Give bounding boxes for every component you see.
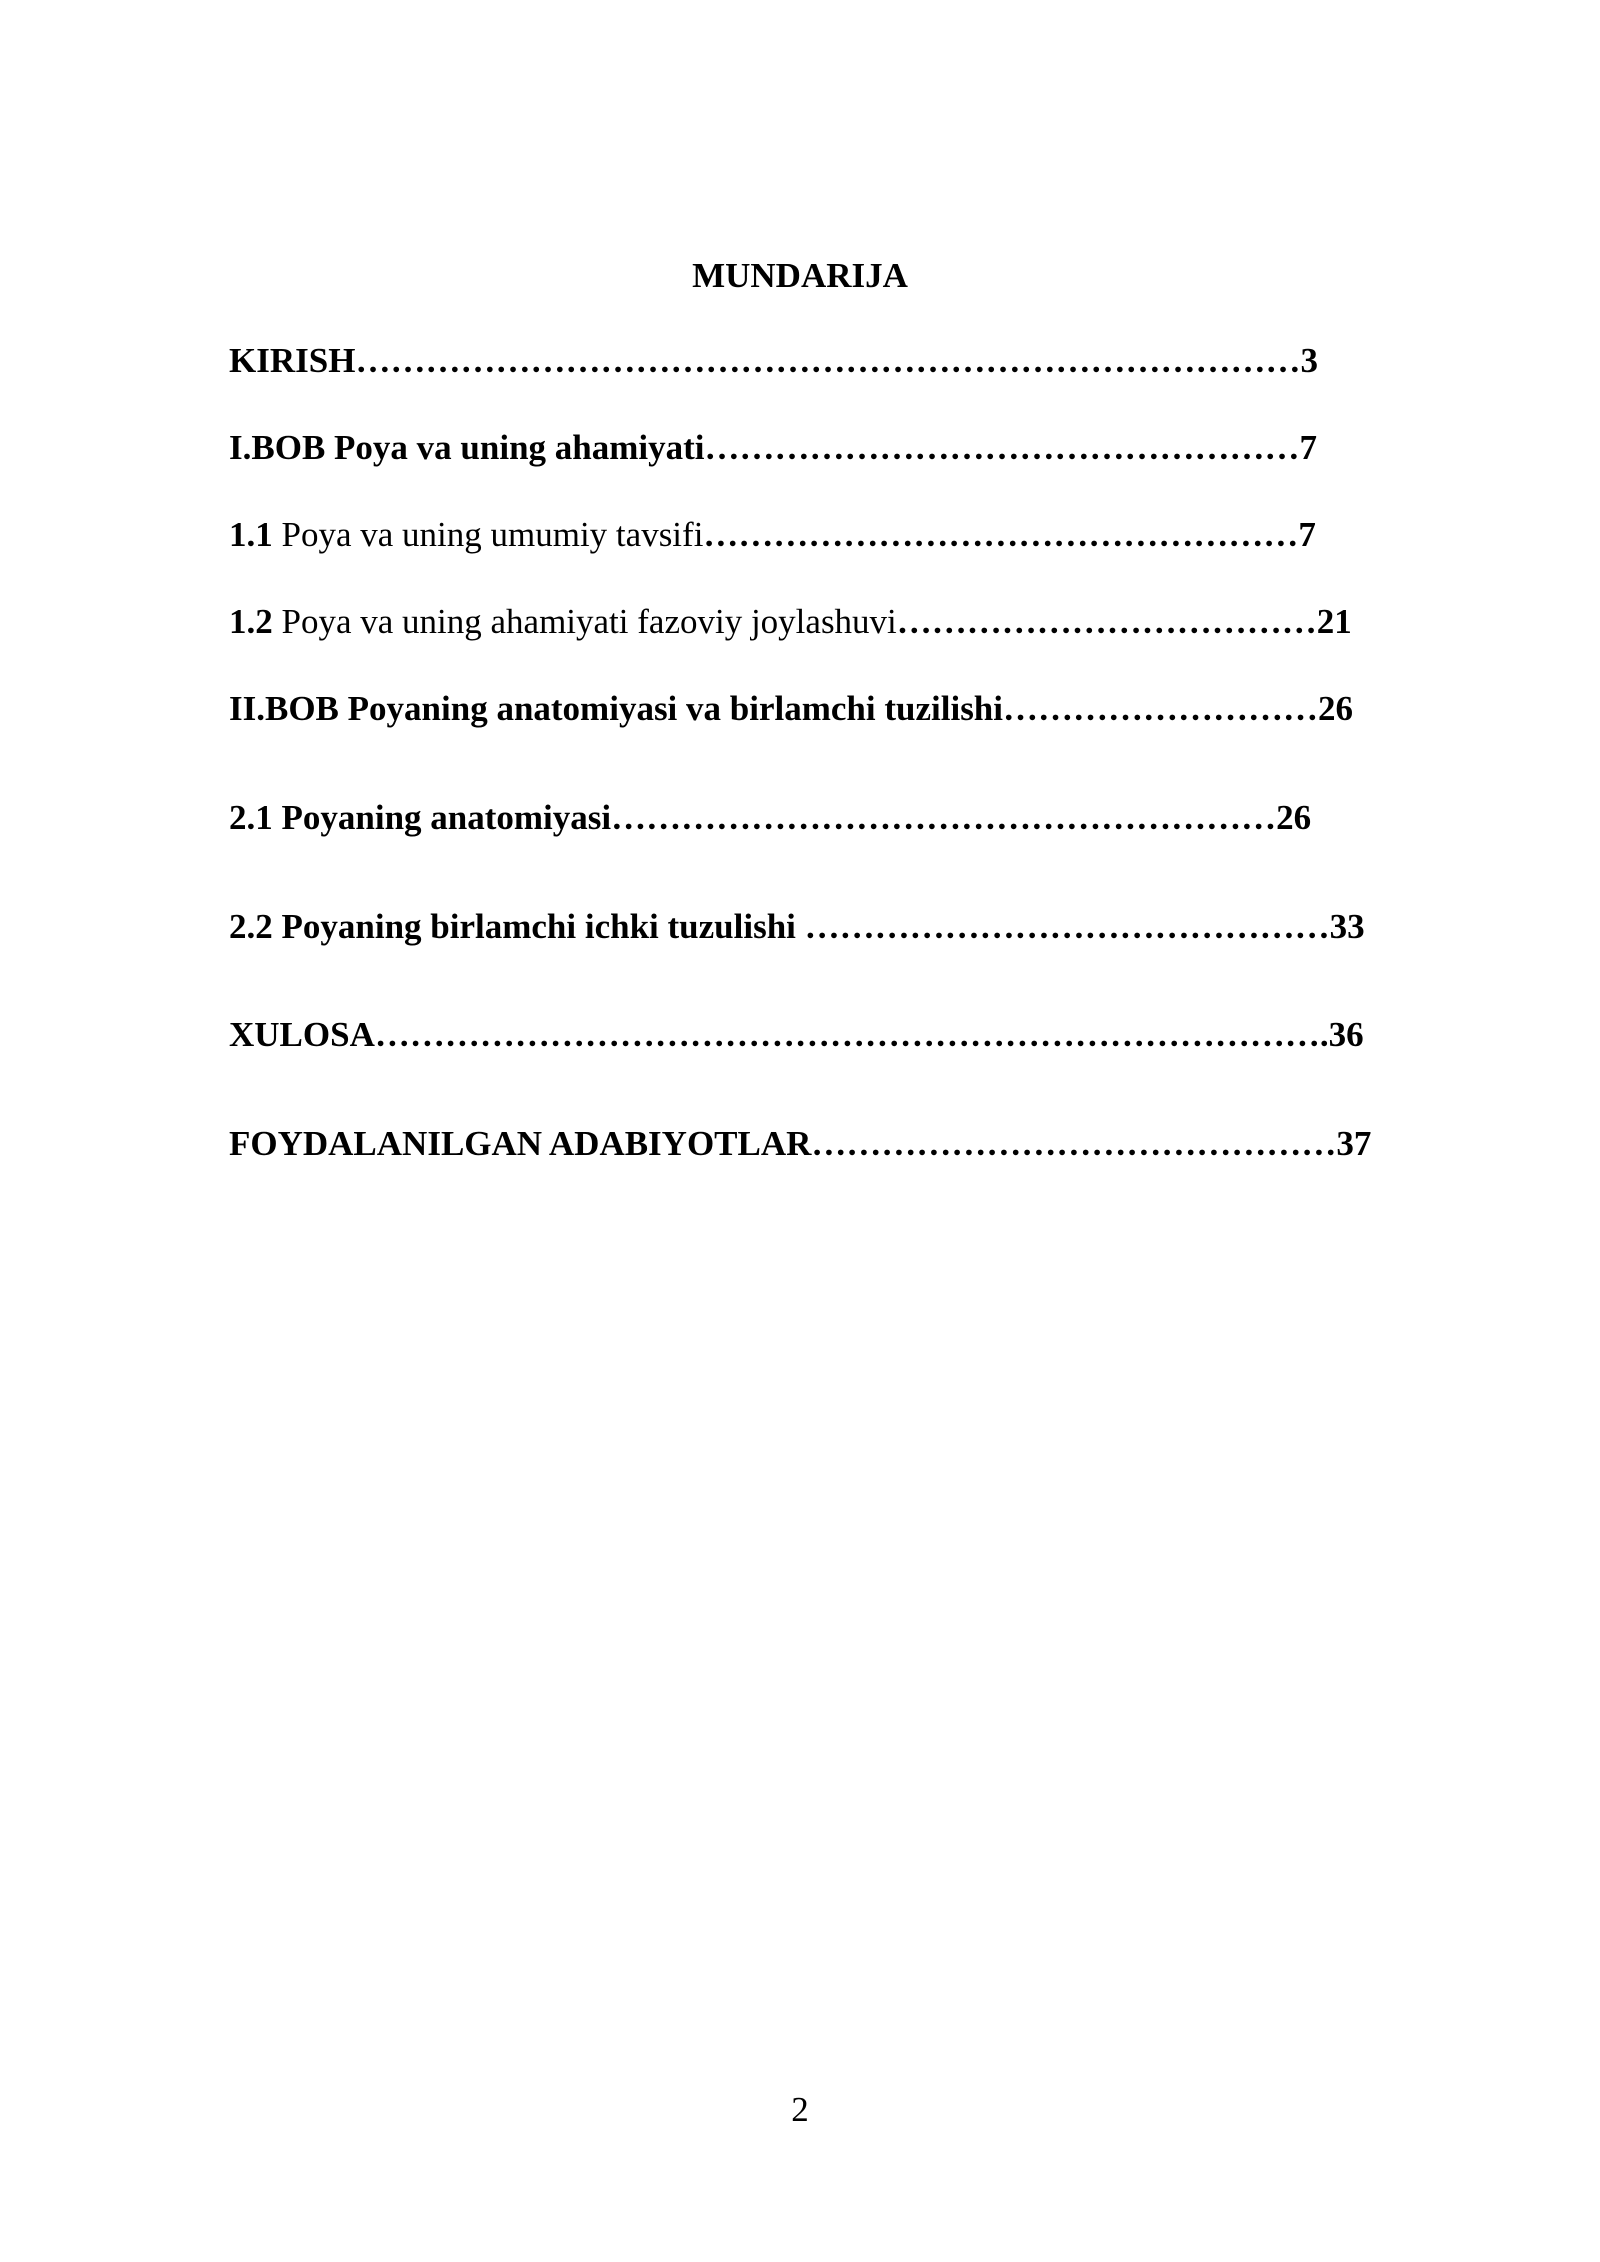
toc-entry-page: 33	[1329, 907, 1365, 946]
toc-entry-page: 3	[1300, 341, 1318, 380]
toc-entry-page: 37	[1336, 1124, 1372, 1163]
toc-entry-text: Poya va uning ahamiyati fazoviy joylashuvi	[272, 602, 897, 641]
toc-entry-text: XULOSA	[229, 1015, 375, 1054]
toc-entry-section-1-2[interactable]	[229, 600, 1352, 644]
page-title: MUNDARIJA	[692, 256, 908, 295]
toc-entry-dots: ………………………	[1003, 689, 1318, 728]
toc-entry-text: Poya va uning umumiy tavsifi	[272, 515, 704, 554]
toc-entry-section-2-2[interactable]	[229, 905, 1365, 949]
toc-entry-section-1-1[interactable]	[229, 513, 1316, 557]
toc-entry-page: 26	[1276, 798, 1312, 837]
toc-entry-dots: ……………………………………………………………………….	[374, 1015, 1329, 1054]
toc-entry-kirish[interactable]	[229, 339, 1318, 383]
toc-entry-dots: …………………………………………………	[611, 798, 1277, 837]
toc-entry-page: 7	[1298, 515, 1316, 554]
toc-entry-dots: ………………………………………	[811, 1124, 1337, 1163]
toc-entry-section-2-1[interactable]	[229, 796, 1311, 840]
toc-entry-dots: ……………………………………………	[703, 515, 1299, 554]
toc-entry-text: II.BOB Poyaning anatomiyasi va birlamchi tuzilishi	[229, 689, 1003, 728]
toc-entry-dots: ………………………………………	[804, 907, 1330, 946]
toc-entry-xulosa[interactable]	[229, 1013, 1364, 1057]
toc-entry-page: 7	[1299, 428, 1318, 467]
page-number: 2	[791, 2090, 809, 2129]
toc-entry-dots: ……………………………………………	[704, 428, 1300, 467]
toc-entry-text: 2.1 Poyaning anatomiyasi	[229, 798, 612, 837]
toc-entry-number: 1.2	[229, 602, 273, 641]
toc-entry-page: 26	[1318, 689, 1353, 728]
toc-entry-dots: ………………………………	[896, 602, 1317, 641]
toc-entry-dots: ………………………………………………………………………	[355, 341, 1301, 380]
toc-entry-page: 21	[1316, 602, 1352, 641]
toc-entry-text: FOYDALANILGAN ADABIYOTLAR	[229, 1124, 812, 1163]
toc-entry-chapter-2[interactable]	[229, 687, 1353, 731]
toc-entry-text: KIRISH	[229, 341, 356, 380]
toc-entry-text: 2.2 Poyaning birlamchi ichki tuzulishi	[229, 907, 805, 946]
toc-entry-text: I.BOB Poya va uning ahamiyati	[229, 428, 705, 467]
toc-entry-page: 36	[1328, 1015, 1364, 1054]
toc-entry-chapter-1[interactable]	[229, 426, 1317, 470]
toc-entry-references[interactable]	[229, 1122, 1371, 1166]
toc-entry-number: 1.1	[229, 515, 273, 554]
